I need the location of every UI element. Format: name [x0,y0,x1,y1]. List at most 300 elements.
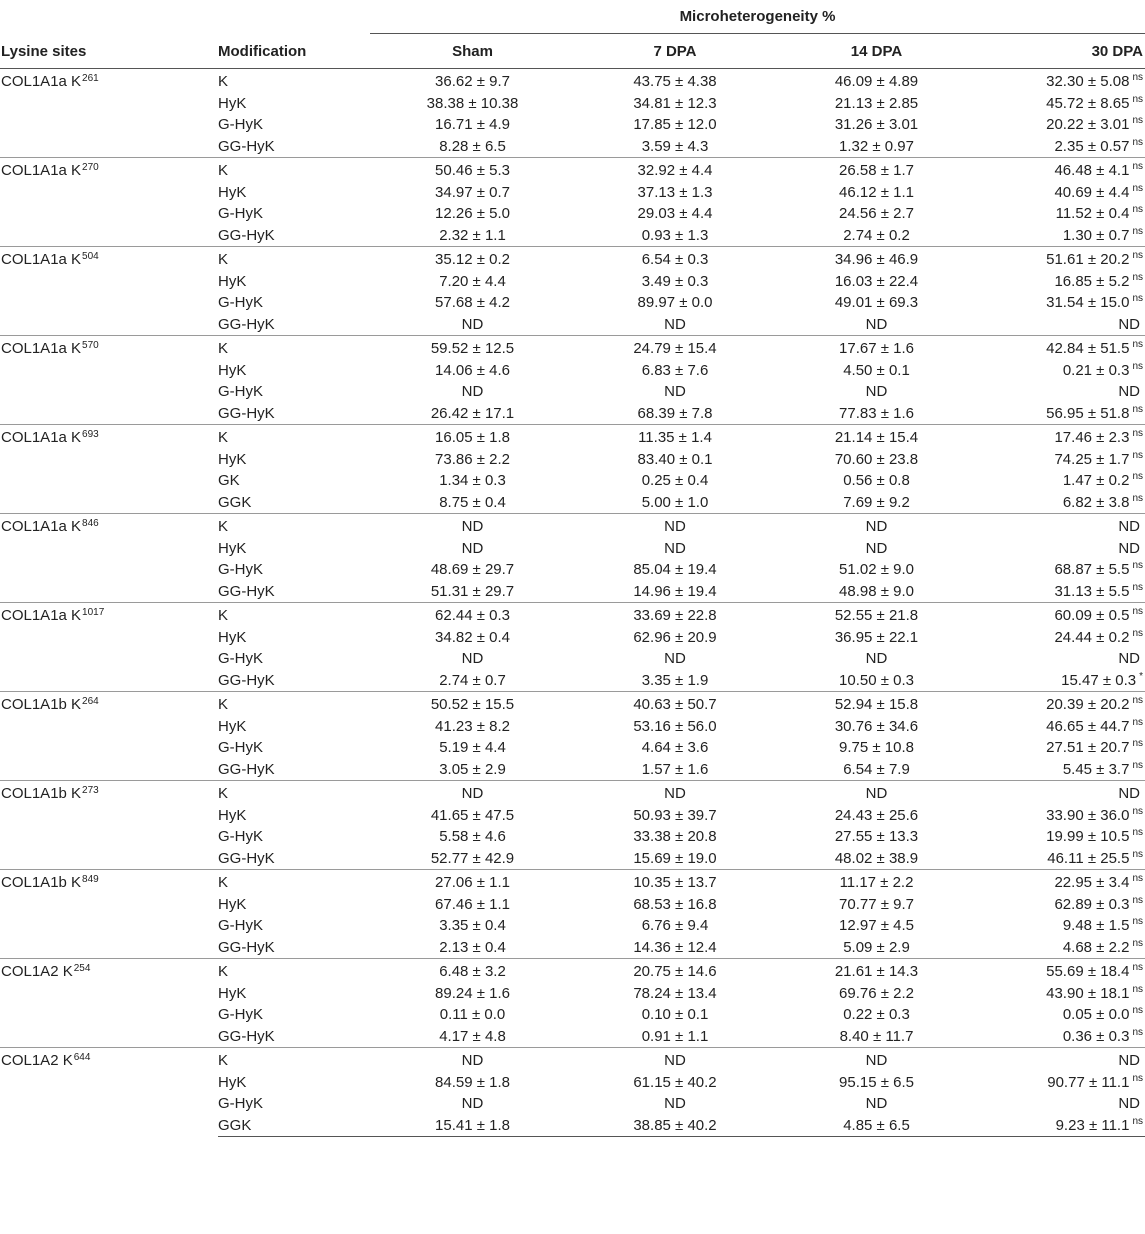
dpa14-cell-value: ND [865,1052,888,1070]
dpa7-cell [575,781,775,805]
sham-cell-value: ND [461,1095,484,1113]
dpa30-cell-value: 0.21 ± 0.3 [1062,361,1130,379]
dpa30-cell-value: 27.51 ± 20.7 [1046,739,1130,757]
dpa14-cell-value: 46.09 ± 4.89 [834,73,919,91]
dpa7-cell-value: 50.93 ± 39.7 [633,806,717,824]
modification-cell-value: K [218,162,229,180]
dpa14-cell-value: 2.74 ± 0.2 [843,226,910,244]
dpa14-cell [775,716,978,738]
dpa14-cell [775,1026,978,1048]
dpa30-cell-value: 32.30 ± 5.08 [1046,73,1130,91]
lysine-site-cell [0,603,218,692]
dpa30-cell [978,692,1145,716]
modification-cell-value: HyK [218,717,247,735]
dpa30-cell [978,425,1145,449]
significance-marker: ns [1132,403,1143,415]
modification-cell-value: GG-HyK [218,1027,275,1045]
dpa30-cell-value: 43.90 ± 18.1 [1046,984,1130,1002]
dpa14-cell [775,648,978,670]
dpa14-cell-value: ND [865,785,888,803]
sham-cell-value: ND [461,539,484,557]
dpa7-cell [575,759,775,781]
table-header [0,0,1145,69]
sham-cell-value: 52.77 ± 42.9 [430,849,515,867]
dpa7-cell-value: ND [664,650,686,668]
modification-cell [218,203,370,225]
sham-cell [370,848,575,870]
dpa14-cell-value: 21.14 ± 15.4 [834,429,919,447]
modification-cell [218,559,370,581]
modification-cell-value: K [218,696,229,714]
lysine-site-cell [0,692,218,781]
sham-cell [370,114,575,136]
dpa14-cell [775,336,978,360]
sham-cell-value: 14.06 ± 4.6 [435,361,510,379]
dpa30-cell [978,69,1145,93]
dpa30-cell-value: ND [1118,383,1140,401]
dpa30-cell-value: 9.48 ± 1.5 [1062,917,1130,935]
sham-cell [370,1072,575,1094]
dpa14-cell-value: 4.85 ± 6.5 [843,1116,910,1134]
modification-cell-value: K [218,251,229,269]
dpa7-cell-value: 61.15 ± 40.2 [633,1073,717,1091]
dpa7-cell [575,403,775,425]
dpa14-cell [775,915,978,937]
dpa30-cell [978,225,1145,247]
sham-cell-value: 57.68 ± 4.2 [435,294,510,312]
sham-cell-value: 41.65 ± 47.5 [430,806,515,824]
dpa7-cell-value: 14.96 ± 19.4 [633,582,717,600]
sham-cell [370,203,575,225]
lysine-site-position: 264 [82,696,99,707]
modification-cell [218,314,370,336]
sham-cell-value: 15.41 ± 1.8 [435,1116,510,1134]
dpa30-cell-value: 40.69 ± 4.4 [1054,183,1130,201]
dpa30-cell [978,203,1145,225]
sham-cell-value: 2.74 ± 0.7 [439,671,506,689]
dpa30-cell-value: 1.30 ± 0.7 [1062,226,1130,244]
significance-marker: ns [1132,805,1143,817]
dpa7-cell-value: 40.63 ± 50.7 [633,696,717,714]
modification-cell [218,581,370,603]
dpa14-cell [775,603,978,627]
dpa7-cell-value: 0.93 ± 1.3 [641,226,709,244]
modification-cell-value: K [218,874,229,892]
modification-cell-value: GG-HyK [218,938,275,956]
header-modification: Modification [218,0,370,69]
sham-cell [370,1004,575,1026]
significance-marker: ns [1132,606,1143,618]
dpa30-cell-value: 4.68 ± 2.2 [1062,938,1130,956]
dpa14-cell-value: 49.01 ± 69.3 [834,294,919,312]
table-row [0,781,1145,805]
dpa14-cell-value: 95.15 ± 6.5 [839,1073,914,1091]
lysine-site-position: 693 [82,429,99,440]
sham-cell [370,93,575,115]
dpa14-cell [775,314,978,336]
modification-cell-value: G-HyK [218,917,263,935]
modification-cell [218,158,370,182]
header-microheterogeneity-label: Microheterogeneity % [679,8,836,25]
header-microheterogeneity [370,0,1145,34]
dpa14-cell [775,1093,978,1115]
dpa7-cell [575,538,775,560]
modification-cell-value: K [218,963,229,981]
sham-cell-value: 67.46 ± 1.1 [435,895,510,913]
lysine-site-cell [0,336,218,425]
dpa7-cell-value: 29.03 ± 4.4 [637,205,713,223]
modification-cell-value: HyK [218,450,247,468]
sham-cell-value: 7.20 ± 4.4 [439,272,506,290]
modification-cell [218,470,370,492]
sham-cell-value: 41.23 ± 8.2 [435,717,510,735]
modification-cell-value: HyK [218,94,247,112]
table-row [0,603,1145,627]
sham-cell [370,1048,575,1072]
sham-cell [370,805,575,827]
dpa7-cell [575,737,775,759]
modification-cell [218,136,370,158]
sham-cell-value: 38.38 ± 10.38 [426,94,519,112]
sham-cell-value: 0.11 ± 0.0 [439,1006,506,1024]
dpa14-cell [775,158,978,182]
dpa7-cell [575,870,775,894]
significance-marker: ns [1132,136,1143,148]
sham-cell-value: ND [461,315,484,333]
sham-cell-value: 16.05 ± 1.8 [435,429,510,447]
lysine-site-name: COL1A2 K [1,1052,73,1069]
dpa14-cell [775,983,978,1005]
modification-cell-value: K [218,607,229,625]
significance-marker: ns [1132,250,1143,262]
dpa30-cell [978,1093,1145,1115]
modification-cell-value: K [218,785,229,803]
dpa7-cell-value: ND [664,518,686,536]
modification-cell-value: HyK [218,806,247,824]
dpa7-cell [575,983,775,1005]
modification-cell-value: GG-HyK [218,582,275,600]
dpa30-cell-value: ND [1118,650,1140,668]
sham-cell [370,69,575,93]
dpa7-cell-value: 17.85 ± 12.0 [633,116,717,134]
dpa30-cell [978,959,1145,983]
dpa30-cell-value: 5.45 ± 3.7 [1062,760,1130,778]
dpa7-cell-value: 38.85 ± 40.2 [633,1116,717,1134]
dpa30-cell [978,848,1145,870]
sham-cell [370,225,575,247]
dpa30-cell [978,894,1145,916]
dpa30-cell-value: 1.47 ± 0.2 [1062,472,1130,490]
sham-cell [370,158,575,182]
dpa7-cell-value: 20.75 ± 14.6 [633,963,717,981]
lysine-site-cell [0,1048,218,1137]
sham-cell-value: ND [461,785,484,803]
dpa14-cell-value: 69.76 ± 2.2 [839,984,914,1002]
dpa7-cell [575,470,775,492]
lysine-site-cell [0,959,218,1048]
significance-marker: ns [1132,1115,1143,1127]
dpa30-cell-value: 22.95 ± 3.4 [1054,874,1130,892]
sham-cell [370,781,575,805]
significance-marker: ns [1132,873,1143,885]
dpa14-cell-value: 12.97 ± 4.5 [839,917,914,935]
sham-cell-value: 50.46 ± 5.3 [435,162,510,180]
dpa7-cell [575,225,775,247]
sham-cell-value: 34.82 ± 0.4 [435,628,510,646]
modification-cell [218,360,370,382]
modification-cell [218,271,370,293]
dpa7-cell [575,648,775,670]
modification-cell [218,737,370,759]
modification-cell [218,336,370,360]
dpa7-cell [575,670,775,692]
lysine-site-position: 261 [82,73,99,84]
sham-cell [370,336,575,360]
dpa14-cell-value: 0.56 ± 0.8 [843,472,910,490]
dpa14-cell-value: 48.98 ± 9.0 [839,582,914,600]
significance-marker: ns [1132,560,1143,572]
sham-cell [370,737,575,759]
modification-cell-value: G-HyK [218,1095,263,1113]
sham-cell-value: 89.24 ± 1.6 [435,984,510,1002]
lysine-site-name: COL1A1a K [1,429,82,446]
dpa7-cell [575,1026,775,1048]
dpa30-cell [978,648,1145,670]
sham-cell-value: 51.31 ± 29.7 [430,582,515,600]
significance-marker: ns [1132,983,1143,995]
dpa7-cell [575,894,775,916]
significance-marker: ns [1132,916,1143,928]
dpa14-cell [775,848,978,870]
sham-cell-value: ND [461,650,484,668]
dpa7-cell-value: 68.53 ± 16.8 [633,895,717,913]
modification-cell [218,648,370,670]
sham-cell [370,182,575,204]
modification-cell [218,538,370,560]
significance-marker: ns [1132,627,1143,639]
modification-cell-value: K [218,1052,229,1070]
table-body [0,69,1145,1137]
dpa14-cell [775,759,978,781]
dpa30-cell-value: 16.85 ± 5.2 [1054,272,1130,290]
dpa30-cell-value: 6.82 ± 3.8 [1062,493,1130,511]
lysine-site-name: COL1A1a K [1,251,82,268]
modification-cell-value: GG-HyK [218,760,275,778]
table-row [0,959,1145,983]
table-row [0,514,1145,538]
significance-marker: * [1139,670,1143,682]
sham-cell [370,670,575,692]
dpa7-cell [575,1115,775,1137]
dpa7-cell [575,1004,775,1026]
dpa30-cell [978,870,1145,894]
modification-cell [218,292,370,314]
dpa14-cell [775,1048,978,1072]
sham-cell-value: ND [461,1052,484,1070]
dpa30-cell-value: 90.77 ± 11.1 [1047,1073,1130,1091]
dpa7-cell-value: 4.64 ± 3.6 [641,739,709,757]
dpa30-cell-value: 0.36 ± 0.3 [1062,1027,1130,1045]
modification-cell [218,915,370,937]
significance-marker: ns [1132,695,1143,707]
modification-cell [218,1072,370,1094]
sham-cell [370,1115,575,1137]
modification-cell [218,69,370,93]
lysine-site-name: COL1A2 K [1,963,73,980]
modification-cell-value: GG-HyK [218,849,275,867]
modification-cell [218,870,370,894]
dpa14-cell-value: ND [865,383,888,401]
significance-marker: ns [1132,894,1143,906]
modification-cell [218,826,370,848]
significance-marker: ns [1132,1005,1143,1017]
sham-cell-value: 36.62 ± 9.7 [435,73,510,91]
sham-cell-value: 8.28 ± 6.5 [439,137,506,155]
dpa7-cell-value: 14.36 ± 12.4 [633,938,717,956]
modification-cell-value: HyK [218,984,247,1002]
sham-cell [370,492,575,514]
sham-cell [370,894,575,916]
dpa7-cell [575,114,775,136]
lysine-site-position: 849 [82,874,99,885]
dpa7-cell-value: 3.35 ± 1.9 [641,671,709,689]
significance-marker: ns [1132,449,1143,461]
dpa14-cell-value: 1.32 ± 0.97 [839,137,914,155]
significance-marker: ns [1132,962,1143,974]
header-30-dpa: 30 DPA [978,34,1145,69]
dpa30-cell [978,805,1145,827]
dpa7-cell-value: 62.96 ± 20.9 [633,628,717,646]
modification-cell [218,716,370,738]
modification-cell [218,692,370,716]
sham-cell [370,915,575,937]
lysine-site-name: COL1A1b K [1,785,82,802]
significance-marker: ns [1132,339,1143,351]
modification-cell [218,1048,370,1072]
modification-cell [218,381,370,403]
dpa14-cell [775,581,978,603]
sham-cell-value: 35.12 ± 0.2 [435,251,510,269]
dpa14-cell [775,870,978,894]
dpa7-cell [575,381,775,403]
modification-cell [218,1093,370,1115]
modification-cell [218,403,370,425]
modification-cell-value: G-HyK [218,116,263,134]
significance-marker: ns [1132,428,1143,440]
dpa14-cell-value: 0.22 ± 0.3 [843,1006,910,1024]
dpa30-cell [978,759,1145,781]
sham-cell-value: 62.44 ± 0.3 [435,607,510,625]
dpa7-cell-value: 6.83 ± 7.6 [641,361,709,379]
modification-cell [218,425,370,449]
lysine-site-cell [0,158,218,247]
dpa14-cell-value: 10.50 ± 0.3 [839,671,914,689]
sham-cell-value: 5.19 ± 4.4 [439,739,506,757]
sham-cell-value: 59.52 ± 12.5 [430,340,515,358]
dpa30-cell-value: 11.52 ± 0.4 [1055,205,1130,223]
dpa14-cell [775,937,978,959]
lysine-site-name: COL1A1a K [1,518,82,535]
dpa30-cell-value: 46.48 ± 4.1 [1054,162,1130,180]
significance-marker: ns [1132,738,1143,750]
modification-cell-value: G-HyK [218,205,263,223]
significance-marker: ns [1132,72,1143,84]
dpa7-cell-value: ND [664,315,686,333]
table-row [0,336,1145,360]
dpa14-cell [775,1072,978,1094]
sham-cell-value: 3.05 ± 2.9 [439,760,506,778]
significance-marker: ns [1132,1072,1143,1084]
dpa14-cell [775,538,978,560]
dpa30-cell-value: ND [1118,518,1140,536]
sham-cell-value: 8.75 ± 0.4 [439,493,506,511]
dpa14-cell-value: 48.02 ± 38.9 [834,849,919,867]
sham-cell-value: 1.34 ± 0.3 [439,472,506,490]
dpa7-cell [575,937,775,959]
dpa30-cell-value: ND [1118,315,1140,333]
modification-cell-value: GG-HyK [218,137,275,155]
dpa14-cell-value: 27.55 ± 13.3 [834,828,919,846]
dpa14-cell [775,292,978,314]
dpa14-cell-value: 16.03 ± 22.4 [834,272,919,290]
table-row [0,692,1145,716]
dpa30-cell [978,93,1145,115]
dpa7-cell [575,69,775,93]
modification-cell-value: HyK [218,272,247,290]
significance-marker: ns [1132,848,1143,860]
dpa7-cell [575,915,775,937]
dpa14-cell-value: 6.54 ± 7.9 [843,760,910,778]
modification-cell-value: K [218,518,229,536]
dpa14-cell-value: 24.43 ± 25.6 [834,806,919,824]
modification-cell [218,1026,370,1048]
sham-cell [370,983,575,1005]
modification-cell [218,114,370,136]
significance-marker: ns [1132,471,1143,483]
sham-cell [370,1026,575,1048]
significance-marker: ns [1132,93,1143,105]
lysine-site-position: 270 [82,162,99,173]
lysine-site-cell [0,425,218,514]
dpa14-cell [775,182,978,204]
dpa7-cell-value: ND [664,383,686,401]
dpa7-cell [575,1093,775,1115]
modification-cell-value: G-HyK [218,1006,263,1024]
dpa7-cell-value: 10.35 ± 13.7 [633,874,717,892]
modification-cell-value: HyK [218,1073,247,1091]
dpa30-cell [978,627,1145,649]
dpa7-cell-value: 33.38 ± 20.8 [633,828,717,846]
sham-cell [370,692,575,716]
dpa7-cell [575,692,775,716]
sham-cell [370,603,575,627]
dpa30-cell-value: 62.89 ± 0.3 [1054,895,1130,913]
dpa14-cell-value: 11.17 ± 2.2 [839,874,914,892]
dpa7-cell-value: 6.76 ± 9.4 [641,917,709,935]
dpa30-cell-value: 0.05 ± 0.0 [1062,1006,1130,1024]
lysine-site-cell [0,514,218,603]
sham-cell [370,648,575,670]
modification-cell [218,959,370,983]
significance-marker: ns [1132,827,1143,839]
lysine-site-name: COL1A1b K [1,696,82,713]
dpa30-cell-value: 17.46 ± 2.3 [1054,429,1130,447]
dpa30-cell-value: 31.54 ± 15.0 [1046,294,1130,312]
sham-cell [370,314,575,336]
dpa30-cell-value: ND [1118,1052,1140,1070]
lysine-site-name: COL1A1a K [1,73,82,90]
dpa14-cell-value: 8.40 ± 11.7 [839,1027,914,1045]
